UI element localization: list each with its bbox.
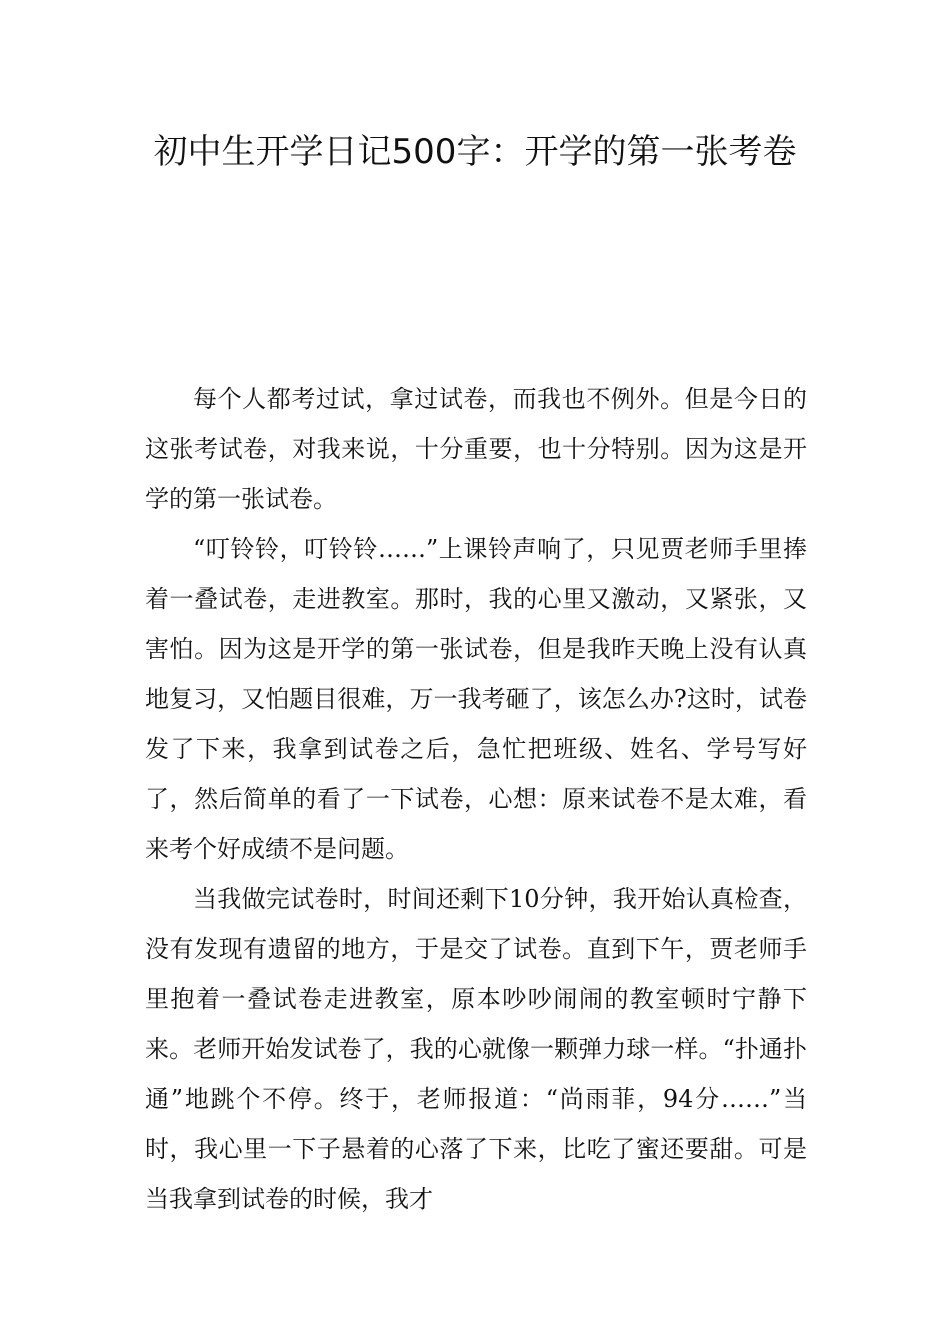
paragraph-1: 每个人都考过试，拿过试卷，而我也不例外。但是今日的这张考试卷，对我来说，十分重要，也十分特别。因为这是开学的第一张试卷。 <box>145 385 807 513</box>
document-body <box>145 374 807 1224</box>
document-title: 初中生开学日记500字：开学的第一张考卷 <box>153 132 797 172</box>
paragraph-3: 当我做完试卷时，时间还剩下10分钟，我开始认真检查，没有发现有遗留的地方，于是交了试卷。直到下午，贾老师手里抱着一叠试卷走进教室，原本吵吵闹闹的教室顿时宁静下来。老师开始发试卷了，我的心就像一颗弹力球一样。“扑通扑通”地跳个不停。终于，老师报道：“尚雨菲，94分……”当时，我心里一下子悬着的心落了下来，比吃了蜜还要甜。可是当我拿到试卷的时候，我才 <box>145 885 807 1213</box>
paragraph-2: “叮铃铃，叮铃铃……”上课铃声响了，只见贾老师手里捧着一叠试卷，走进教室。那时，我的心里又激动，又紧张，又害怕。因为这是开学的第一张试卷，但是我昨天晚上没有认真地复习，又怕题目很难，万一我考砸了，该怎么办?这时，试卷发了下来，我拿到试卷之后，急忙把班级、姓名、学号写好了，然后简单的看了一下试卷，心想：原来试卷不是太难，看来考个好成绩不是问题。 <box>145 535 807 863</box>
